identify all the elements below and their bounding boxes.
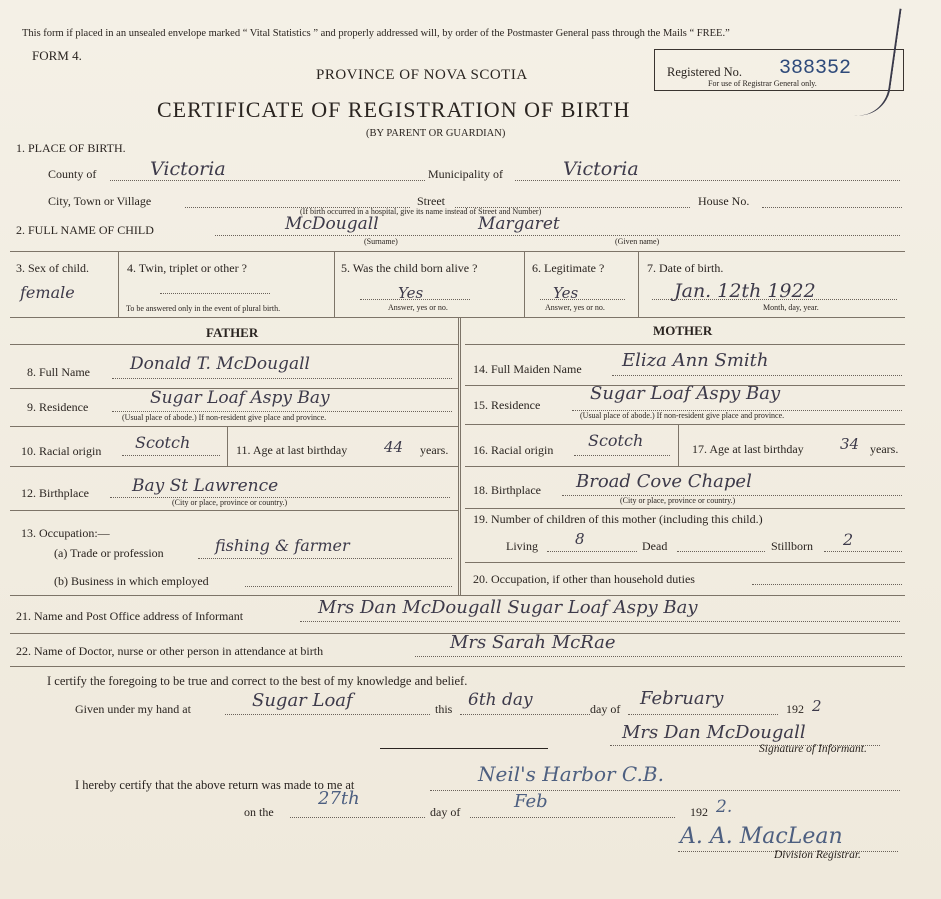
business-label: (b) Business in which employed [54, 574, 209, 588]
trade-label: (a) Trade or profession [54, 546, 164, 560]
father-residence: Sugar Loaf Aspy Bay [150, 388, 330, 408]
father-name-label: 8. Full Name [27, 365, 90, 379]
given-under-label: Given under my hand at [75, 702, 191, 716]
father-age: 44 [384, 438, 404, 456]
registrar-day: 27th [318, 788, 360, 809]
child-name-label: 2. FULL NAME OF CHILD [16, 223, 154, 237]
informant-signature: Mrs Dan McDougall [622, 722, 806, 743]
surname-note: (Surname) [364, 237, 398, 246]
on-the-label: on the [244, 805, 274, 819]
given-place: Sugar Loaf [252, 690, 353, 711]
mother-birthplace: Broad Cove Chapel [576, 471, 752, 492]
form-number: FORM 4. [32, 48, 82, 63]
stillborn-label: Stillborn [771, 539, 814, 553]
father-years-label: years. [420, 443, 449, 457]
registrar-month: Feb [514, 791, 548, 812]
given-note: (Given name) [615, 237, 660, 246]
mother-racial-label: 16. Racial origin [473, 443, 554, 457]
place-of-birth-heading: 1. PLACE OF BIRTH. [16, 141, 126, 155]
mother-age-label: 17. Age at last birthday [692, 442, 804, 456]
father-residence-note: (Usual place of abode.) If non-resident give place and province. [122, 413, 327, 422]
certify-statement: I certify the foregoing to be true and correct to the best of my knowledge and belief. [47, 674, 468, 688]
father-name: Donald T. McDougall [130, 354, 310, 374]
legitimate-value: Yes [553, 284, 579, 302]
legitimate-label: 6. Legitimate ? [532, 261, 605, 275]
doctor-label: 22. Name of Doctor, nurse or other person in attendance at birth [16, 644, 324, 658]
mother-racial: Scotch [588, 431, 644, 450]
day-of-label: day of [590, 702, 621, 716]
municipality-label: Municipality of [428, 167, 503, 181]
street-label: Street [417, 194, 445, 208]
house-label: House No. [698, 194, 750, 208]
registered-label: Registered No. [667, 65, 742, 79]
mother-birthplace-note: (City or place, province or country.) [620, 496, 736, 505]
date-note: Month, day, year. [763, 303, 819, 312]
child-surname: McDougall [285, 214, 379, 234]
certificate-subtitle: (BY PARENT OR GUARDIAN) [366, 128, 506, 139]
twin-note: To be answered only in the event of plural birth. [126, 304, 281, 313]
informant-value: Mrs Dan McDougall Sugar Loaf Aspy Bay [318, 597, 698, 618]
hospital-note: (If birth occurred in a hospital, give its name instead of Street and Number) [300, 207, 542, 216]
date-value: Jan. 12th 1922 [674, 280, 816, 302]
mother-occupation-label: 20. Occupation, if other than household duties [473, 572, 695, 586]
registrar-use-note: For use of Registrar General only. [708, 79, 817, 88]
father-birthplace-label: 12. Birthplace [21, 486, 89, 500]
father-residence-label: 9. Residence [27, 400, 89, 414]
registrar-place: Neil's Harbor C.B. [478, 762, 664, 786]
sex-label: 3. Sex of child. [16, 261, 89, 275]
alive-value: Yes [398, 284, 424, 302]
mother-residence: Sugar Loaf Aspy Bay [590, 383, 781, 404]
doctor-value: Mrs Sarah McRae [450, 632, 616, 653]
registrar-signature: A. A. MacLean [680, 824, 843, 849]
mother-age: 34 [840, 435, 860, 453]
postal-notice: This form if placed in an unsealed envelope marked “ Vital Statistics ” and properly addressed will, by order of the Postmaster General pass through the Mails “ FREE.” [22, 28, 730, 39]
father-racial: Scotch [135, 433, 191, 452]
this-label: this [435, 702, 453, 716]
father-birthplace: Bay St Lawrence [132, 476, 279, 496]
legitimate-note: Answer, yes or no. [545, 303, 605, 312]
occupation-label: 13. Occupation:— [21, 526, 110, 540]
father-age-label: 11. Age at last birthday [236, 443, 348, 457]
informant-label: 21. Name and Post Office address of Informant [16, 609, 244, 623]
registrar-year-suffix: 2. [716, 797, 733, 817]
alive-label: 5. Was the child born alive ? [341, 261, 478, 275]
county-label: County of [48, 167, 97, 181]
twin-label: 4. Twin, triplet or other ? [127, 261, 247, 275]
registered-number: 388352 [779, 57, 852, 80]
certificate-title: CERTIFICATE OF REGISTRATION OF BIRTH [157, 97, 631, 122]
father-racial-label: 10. Racial origin [21, 444, 102, 458]
mother-birthplace-label: 18. Birthplace [473, 483, 541, 497]
mother-residence-note: (Usual place of abode.) If non-resident give place and province. [580, 411, 785, 420]
city-label: City, Town or Village [48, 194, 152, 208]
registrar-year-prefix: 192 [690, 805, 708, 819]
given-year-prefix: 192 [786, 702, 804, 716]
registrar-day-of-label: day of [430, 805, 461, 819]
sex-value: female [20, 283, 75, 302]
given-day: 6th day [468, 690, 533, 710]
child-given-name: Margaret [478, 214, 560, 234]
province-title: PROVINCE OF NOVA SCOTIA [316, 67, 528, 83]
registrar-statement: I hereby certify that the above return was made to me at [75, 778, 355, 792]
stillborn-value: 2 [843, 530, 854, 549]
mother-residence-label: 15. Residence [473, 398, 541, 412]
alive-note: Answer, yes or no. [388, 303, 448, 312]
mother-name: Eliza Ann Smith [622, 350, 769, 371]
mother-years-label: years. [870, 442, 899, 456]
father-heading: FATHER [206, 325, 259, 340]
given-month: February [640, 688, 724, 709]
children-label: 19. Number of children of this mother (including this child.) [473, 512, 763, 526]
given-year-suffix: 2 [812, 697, 822, 715]
father-birthplace-note: (City or place, province or country.) [172, 498, 288, 507]
date-label: 7. Date of birth. [647, 261, 724, 275]
living-label: Living [506, 539, 538, 553]
registrar-signature-label: Division Registrar. [774, 849, 861, 861]
mother-heading: MOTHER [653, 323, 713, 338]
county-value: Victoria [150, 158, 226, 180]
living-value: 8 [575, 530, 585, 548]
mother-name-label: 14. Full Maiden Name [473, 362, 582, 376]
dead-label: Dead [642, 539, 668, 553]
trade-value: fishing & farmer [215, 536, 350, 555]
informant-signature-label: Signature of Informant. [759, 743, 867, 755]
municipality-value: Victoria [563, 158, 639, 180]
